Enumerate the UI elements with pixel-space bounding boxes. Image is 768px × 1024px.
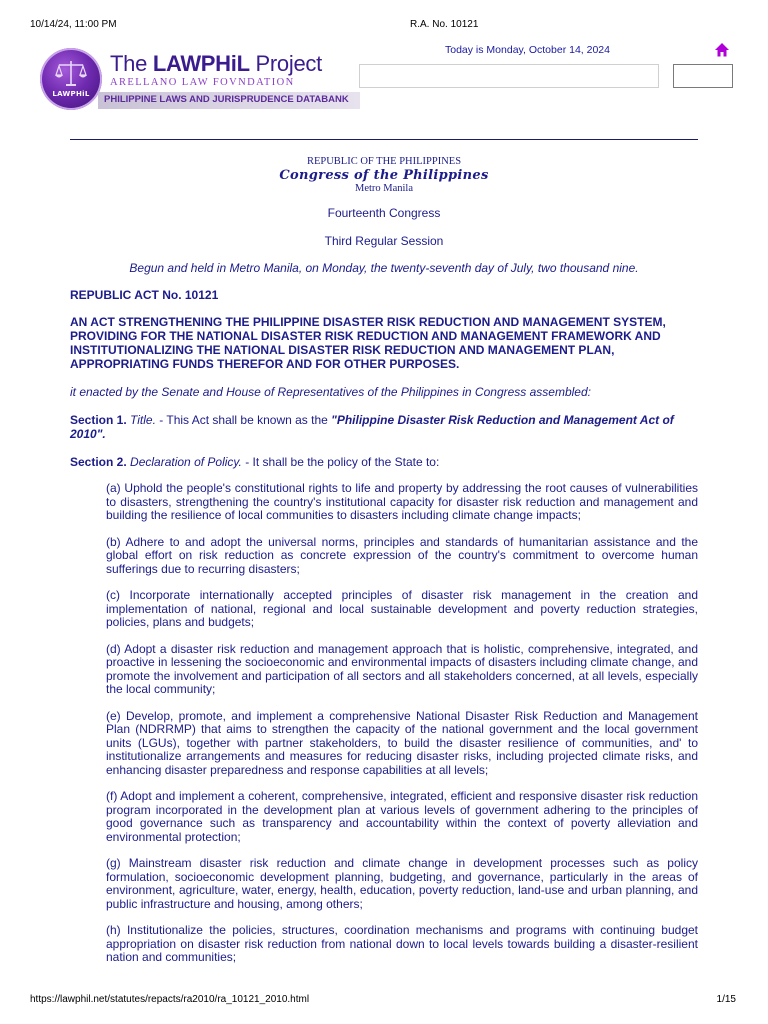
search-button[interactable] — [673, 64, 733, 88]
section-2: Section 2. Declaration of Policy. - It shall be the policy of the State to: — [70, 455, 440, 469]
policy-paragraph-e: (e) Develop, promote, and implement a comprehensive National Disaster Risk Reduction and Management Plan (NDRRMP) that aims to strengthen the capacity of the national government and the local government units (LGUs), together with partner stakeholders, to build the disaster resilience of communities, and' to institutionalize arrangements and measures for reducing disaster risks, including projected climate risks, and enhancing disaster preparedness and response capabilities at all levels; — [106, 708, 698, 777]
enacting-clause: it enacted by the Senate and House of Representatives of the Philippines in Congress assembled: — [70, 385, 591, 399]
search-input[interactable] — [359, 64, 659, 88]
policy-paragraph-a: (a) Uphold the people's constitutional rights to life and property by addressing the root causes of vulnerabilities to disasters, strengthening the country's institutional capacity for disaster risk reduction and management and building the resilience of local communities to disasters including climate change impacts; — [106, 481, 698, 522]
act-title: AN ACT STRENGTHENING THE PHILIPPINE DISASTER RISK REDUCTION AND MANAGEMENT SYSTEM, PROVIDING FOR THE NATIONAL DISASTER RISK REDUCTION AND MANAGEMENT FRAMEWORK AND INSTITUTIONALIZING THE NATIONAL DISASTER RISK REDUCTION AND MANAGEMENT PLAN, APPROPRIATING FUNDS THEREFOR AND FOR OTHER PURPOSES. — [70, 315, 666, 371]
republic-act-number: REPUBLIC ACT No. 10121 — [70, 288, 219, 302]
logo-seal — [40, 48, 102, 110]
print-title: R.A. No. 10121 — [410, 19, 479, 30]
congress-number: Fourteenth Congress — [327, 206, 441, 220]
header-divider — [70, 139, 698, 140]
lawphil-logo[interactable] — [38, 46, 360, 112]
session-label: Third Regular Session — [324, 234, 444, 248]
policy-paragraph-h: (h) Institutionalize the policies, structures, coordination mechanisms and programs with continuing budget appropriation on disaster risk reduction from national down to local levels towards building a disaster-resilient nation and communities; — [106, 923, 698, 964]
print-datetime: 10/14/24, 11:00 PM — [30, 19, 117, 30]
today-date: Today is Monday, October 14, 2024 — [445, 44, 610, 56]
policy-paragraph-d: (d) Adopt a disaster risk reduction and management approach that is holistic, comprehensive, integrated, and proactive in lessening the socioeconomic and environmental impacts of disasters including climate change, and promote the involvement and participation of all sectors and all stakeholders concerned, at all levels, especially the local community; — [106, 641, 698, 696]
print-page-number: 1/15 — [716, 994, 736, 1005]
scales-of-justice-icon — [54, 58, 88, 88]
home-icon[interactable] — [714, 42, 730, 58]
logo-subtitle: ARELLANO LAW FOVNDATION — [110, 77, 295, 88]
policy-paragraph-c: (c) Incorporate internationally accepted principles of disaster risk management in the creation and implementation of national, regional and local sustainable development and poverty reduction strategies, policies, plans and budgets; — [106, 588, 698, 629]
print-url: https://lawphil.net/statutes/repacts/ra2010/ra_10121_2010.html — [30, 994, 310, 1005]
policy-paragraph-f: (f) Adopt and implement a coherent, comprehensive, integrated, efficient and responsive disaster risk reduction program incorporated in the development plan at various levels of government adhering to the principles of good governance such as transparency and accountability within the context of poverty alleviation and environmental protection; — [106, 789, 698, 844]
republic-heading: REPUBLIC OF THE PHILIPPINES — [306, 156, 462, 167]
logo-databank-band: PHILIPPINE LAWS AND JURISPRUDENCE DATABANK — [98, 92, 360, 109]
metro-heading: Metro Manila — [354, 183, 414, 194]
policy-paragraph-g: (g) Mainstream disaster risk reduction and climate change in development processes such as policy formulation, socioeconomic development planning, budgeting, and governance, particularly in the areas of environment, agriculture, water, energy, health, education, poverty reduction, land-use and urban planning, and public infrastructure and housing, among others; — [106, 856, 698, 911]
begun-statement: Begun and held in Metro Manila, on Monday, the twenty-seventh day of July, two thousand nine. — [129, 261, 639, 275]
congress-heading: Congress of the Philippines — [279, 168, 489, 183]
logo-title: The LAWPHiL Project — [110, 51, 322, 76]
statute-document — [70, 156, 698, 965]
section-1: Section 1. Title. - This Act shall be known as the "Philippine Disaster Risk Reduction and Management Act of 2010". — [70, 413, 674, 441]
seal-text: LAWPHiL — [52, 90, 90, 98]
policy-paragraph-b: (b) Adhere to and adopt the universal norms, principles and standards of humanitarian assistance and the global effort on risk reduction as concrete expression of the country's commitment to overcome human sufferings due to recurring disasters; — [106, 534, 698, 576]
